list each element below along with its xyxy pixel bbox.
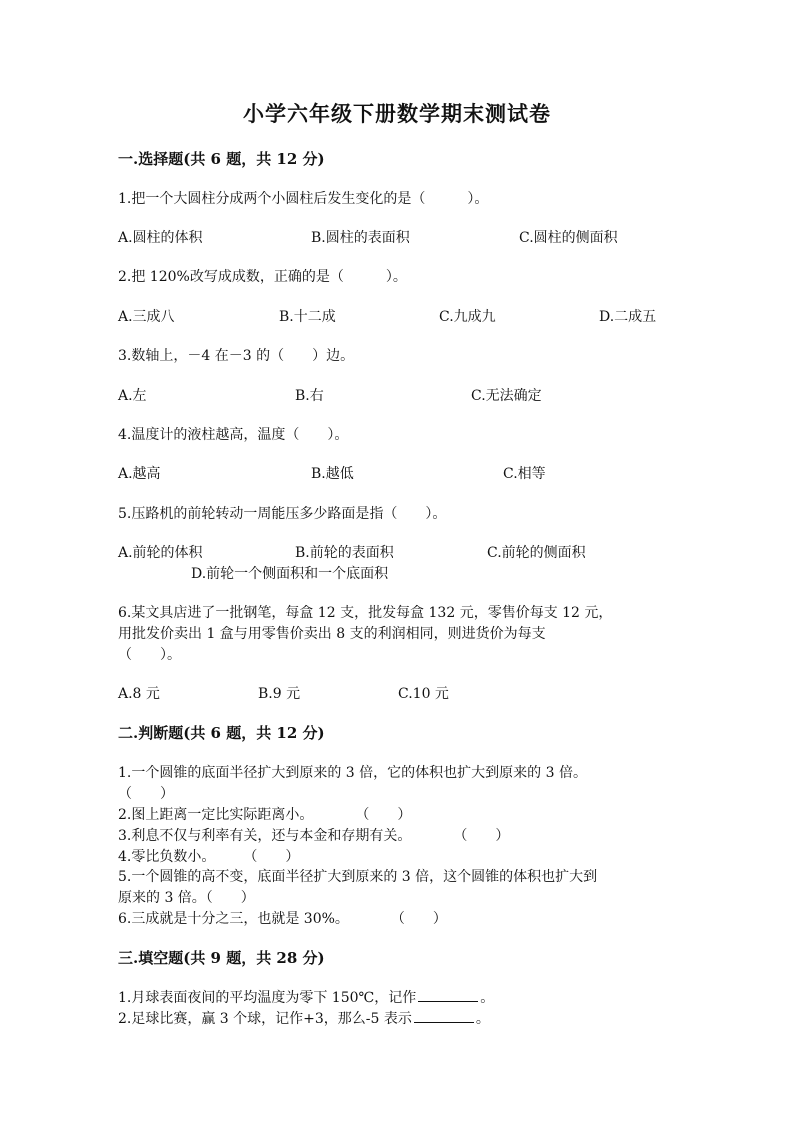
option-b: B.十二成: [279, 309, 336, 325]
question-stem: 1.把一个大圆柱分成两个小圆柱后发生变化的是（ ）。: [118, 191, 489, 207]
question-stem-line: 用批发价卖出 1 盒与用零售价卖出 8 支的利润相同，则进货价为每支: [118, 626, 546, 642]
option-b: B.前轮的表面积: [295, 545, 394, 561]
answer-blank: [414, 1008, 474, 1023]
option-a: A.左: [118, 388, 147, 404]
option-a: A.圆柱的体积: [118, 230, 203, 246]
fill-in-text: 2.足球比赛，赢 3 个球，记作+3，那么-5 表示: [118, 1011, 412, 1027]
judgement-line: 原来的 3 倍。（ ）: [118, 890, 255, 906]
option-c: C.10 元: [398, 686, 449, 702]
judgement-line: 2.图上距离一定比实际距离小。 （ ）: [118, 807, 412, 823]
judgement-line: 4.零比负数小。 （ ）: [118, 849, 300, 865]
fill-in-text: 。: [480, 990, 495, 1006]
question-stem: 3.数轴上，－4 在－3 的（ ）边。: [118, 348, 355, 364]
option-b: B.越低: [311, 466, 354, 482]
fill-in-text: 1.月球表面夜间的平均温度为零下 150℃，记作: [118, 990, 417, 1006]
option-c: C.无法确定: [471, 388, 542, 404]
option-a: A.越高: [118, 466, 161, 482]
option-b: B.右: [295, 388, 324, 404]
section-heading-judgement: 二.判断题(共 6 题，共 12 分): [118, 724, 325, 742]
judgement-line: 6.三成就是十分之三，也就是 30%。 （ ）: [118, 911, 447, 927]
judgement-line: 3.利息不仅与利率有关，还与本金和存期有关。 （ ）: [118, 828, 510, 844]
option-c: C.圆柱的侧面积: [519, 230, 618, 246]
option-a: A.前轮的体积: [118, 545, 203, 561]
section-heading-choice: 一.选择题(共 6 题，共 12 分): [118, 150, 325, 168]
question-stem-line: 6.某文具店进了一批钢笔，每盒 12 支，批发每盒 132 元，零售价每支 12 元，: [118, 605, 613, 621]
fill-in-text: 。: [475, 1011, 490, 1027]
page-title: 小学六年级下册数学期末测试卷: [243, 101, 551, 126]
option-d: D.二成五: [599, 309, 657, 325]
question-stem-line: （ ）。: [118, 647, 181, 663]
option-d: D.前轮一个侧面积和一个底面积: [191, 566, 389, 582]
question-stem: 4.温度计的液柱越高，温度（ ）。: [118, 427, 349, 443]
judgement-line: 5.一个圆锥的高不变，底面半径扩大到原来的 3 倍，这个圆锥的体积也扩大到: [118, 869, 598, 885]
fill-in-question: [118, 1008, 490, 1028]
option-b: B.9 元: [258, 686, 301, 702]
judgement-line: 1.一个圆锥的底面半径扩大到原来的 3 倍，它的体积也扩大到原来的 3 倍。: [118, 765, 587, 781]
fill-in-question: [118, 987, 494, 1007]
question-stem: 5.压路机的前轮转动一周能压多少路面是指（ ）。: [118, 506, 447, 522]
section-heading-fill-in: 三.填空题(共 9 题，共 28 分): [118, 949, 325, 967]
option-c: C.相等: [503, 466, 546, 482]
option-a: A.8 元: [118, 686, 160, 702]
option-a: A.三成八: [118, 309, 175, 325]
question-stem: 2.把 120%改写成成数，正确的是（ ）。: [118, 269, 407, 285]
judgement-line: （ ）: [118, 786, 174, 802]
answer-blank: [418, 987, 478, 1002]
option-b: B.圆柱的表面积: [311, 230, 410, 246]
option-c: C.前轮的侧面积: [487, 545, 586, 561]
option-c: C.九成九: [439, 309, 496, 325]
